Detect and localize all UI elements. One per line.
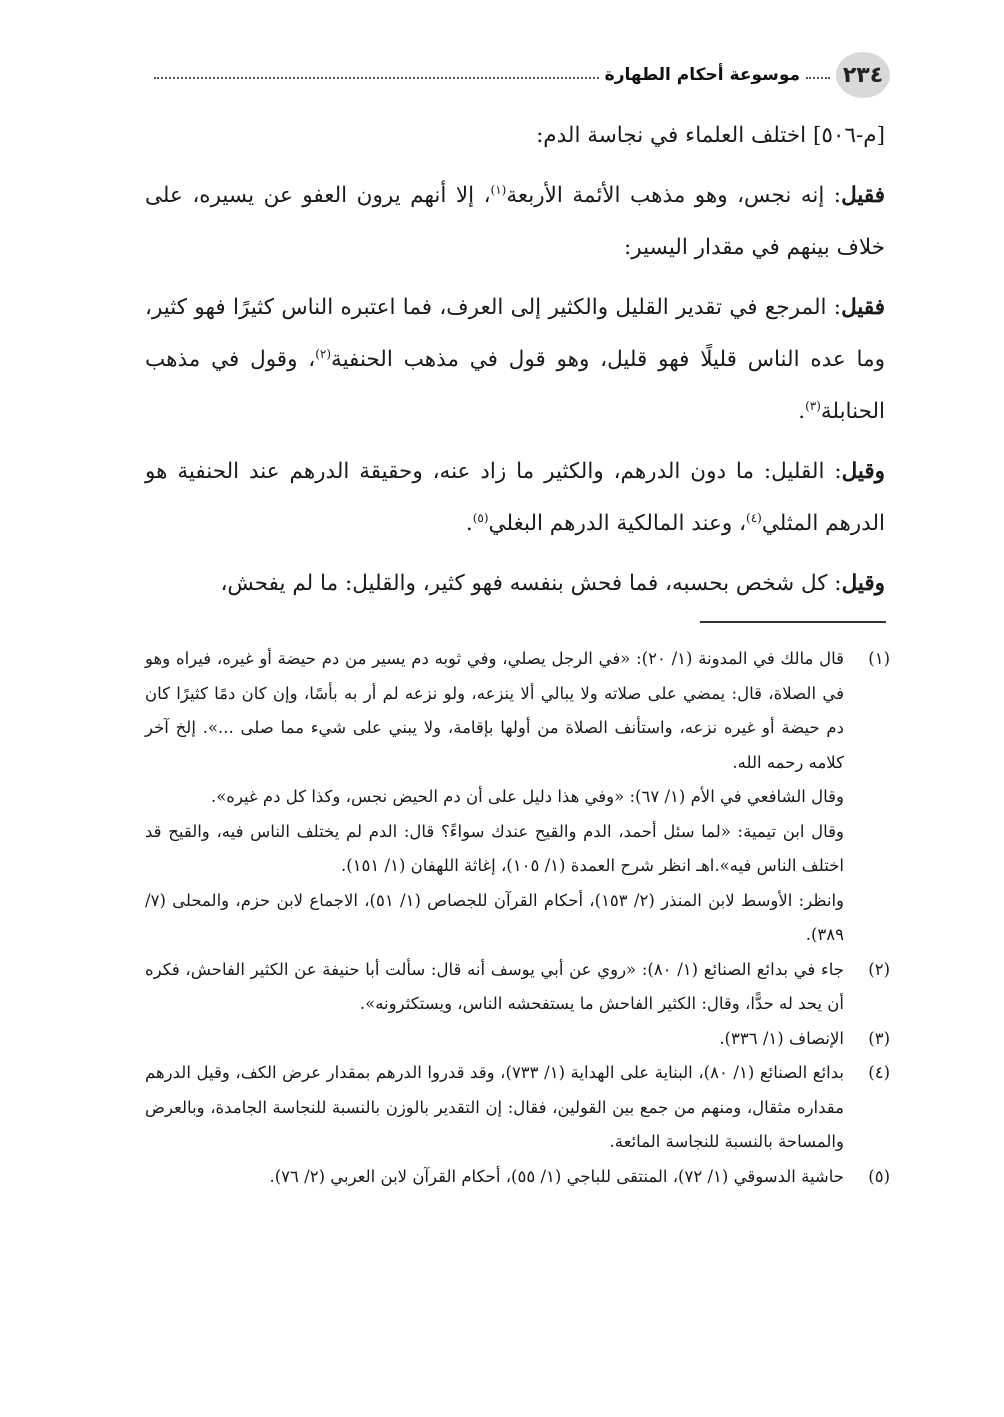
footnote-text: حاشية الدسوقي (١/ ٧٢)، المنتقى للباجي (١/ ٥٥)، أحكام القرآن لابن العربي (٢/ ٧٦). (269, 1166, 844, 1186)
footnotes (145, 642, 890, 1194)
footnote-number: (٥) (868, 1166, 890, 1186)
footnote-text: جاء في بدائع الصنائع (١/ ٨٠): «روي عن أبي يوسف أنه قال: سألت أبا حنيفة عن الكثير الفاحش، فكره أن يحد له حدًّا، وقال: الكثير الفاحش ما يستفحشه الناس، ويستكثرونه». (145, 959, 844, 1013)
footnote-number: (١) (868, 649, 890, 668)
header-dots-leader (806, 77, 830, 79)
footnote-separator (700, 621, 886, 623)
paragraph-lead: فقيل (841, 295, 885, 320)
footnote-body (145, 1160, 844, 1195)
footnote-number: (٢) (868, 959, 890, 979)
paragraph-lead: فقيل (841, 183, 885, 208)
running-title: موسوعة أحكام الطهارة (604, 65, 800, 85)
page-number: ٢٣٤ (836, 52, 890, 98)
paragraph-text: . (798, 399, 806, 424)
footnote-ref[interactable]: (٣) (805, 398, 821, 413)
page-header (148, 52, 890, 98)
footnote-ref[interactable]: (٥) (472, 510, 489, 525)
paragraph-lead: وقيل (841, 571, 885, 596)
paragraph (145, 282, 885, 438)
paragraph (145, 110, 885, 162)
paragraph-text: : إنه نجس، وهو مذهب الأئمة الأربعة (506, 183, 842, 208)
footnote (145, 1160, 890, 1195)
footnote-ref[interactable]: (٤) (746, 510, 762, 525)
footnote (145, 1056, 890, 1160)
footnote-ref[interactable]: (٢) (315, 346, 332, 361)
footnote-text: وقال ابن تيمية: «لما سئل أحمد، الدم والقيح عندك سواءً؟ قال: الدم لم يختلف الناس فيه، والقيح قد اختلف الناس فيه».اهـ انظر شرح العمدة (١/ ١٠٥)، إغاثة اللهفان (١/ ١٥١). (145, 821, 844, 875)
paragraph-text: : المرجع في تقدير القليل والكثير إلى العرف، فما اعتبره الناس كثيرًا فهو كثير، وما عده الناس قليلًا فهو قليل، وهو قول في مذهب الحنفية (145, 295, 885, 372)
paragraph-text: . (465, 511, 473, 536)
paragraph-text: : القليل: ما دون الدرهم، والكثير ما زاد عنه، وحقيقة الدرهم عند الحنفية هو الدرهم المثلي (145, 459, 885, 536)
header-dots-leader (154, 77, 599, 79)
footnote-text: وقال الشافعي في الأم (١/ ٦٧): «وفي هذا دليل على أن دم الحيض نجس، وكذا كل دم غيره». (210, 787, 844, 806)
paragraph-text: ، وقول في مذهب الحنابلة (145, 347, 885, 424)
paragraph-lead: وقيل (841, 459, 885, 484)
paragraph-text: ، إلا أنهم يرون العفو عن يسيره، على خلاف بينهم في مقدار اليسير: (145, 183, 885, 260)
footnote-ref[interactable]: (١) (490, 182, 507, 197)
paragraph (145, 446, 885, 550)
footnote-text: وانظر: الأوسط لابن المنذر (٢/ ١٥٣)، أحكام القرآن للجصاص (١/ ٥١)، الاجماع لابن حزم، والمحلى (٧/ ٣٨٩). (145, 890, 845, 944)
footnote (145, 953, 890, 1022)
footnote-body (145, 953, 844, 1022)
footnote (145, 1022, 890, 1057)
footnote-number: (٣) (868, 1028, 890, 1048)
main-text (145, 110, 885, 614)
footnote (145, 642, 890, 953)
footnote-text: بدائع الصنائع (١/ ٨٠)، البناية على الهداية (١/ ٧٣٣)، وقد قدروا الدرهم بمقدار عرض الكف، وقيل الدرهم مقداره مثقال، ومنهم من جمع بين القولين، فقال: إن التقدير بالوزن بالنسبة للنجاسة الجامدة، وبالعرض والمساحة بالنسبة للنجاسة المائعة. (145, 1063, 844, 1151)
footnote-body (145, 642, 844, 953)
footnote-text: قال مالك في المدونة (١/ ٢٠): «في الرجل يصلي، وفي ثوبه دم يسير من دم حيضة أو غيره، فيراه وهو في الصلاة، قال: يمضي على صلاته ولا يبالي ألا ينزعه، ولو نزعه لم أر به بأسًا، وإن كان دمًا كثيرًا كان دم حيضة أو غيره نزعه، واستأنف الصلاة من أولها بإقامة، ولا يبني على شيء مما صلى ...». إلخ آخر كلامه رحمه الله. (145, 649, 844, 772)
paragraph (145, 558, 885, 610)
paragraph-text: [م-٥٠٦] اختلف العلماء في نجاسة الدم: (536, 123, 885, 148)
footnote-body (145, 1056, 844, 1160)
paragraph-text: ، وعند المالكية الدرهم البغلي (488, 511, 747, 536)
paragraph (145, 170, 885, 274)
footnote-text: الإنصاف (١/ ٣٣٦). (719, 1028, 844, 1048)
paragraph-text: : كل شخص بحسبه، فما فحش بنفسه فهو كثير، والقليل: ما لم يفحش، (220, 571, 842, 596)
footnote-number: (٤) (868, 1063, 890, 1082)
footnote-body (145, 1022, 844, 1057)
